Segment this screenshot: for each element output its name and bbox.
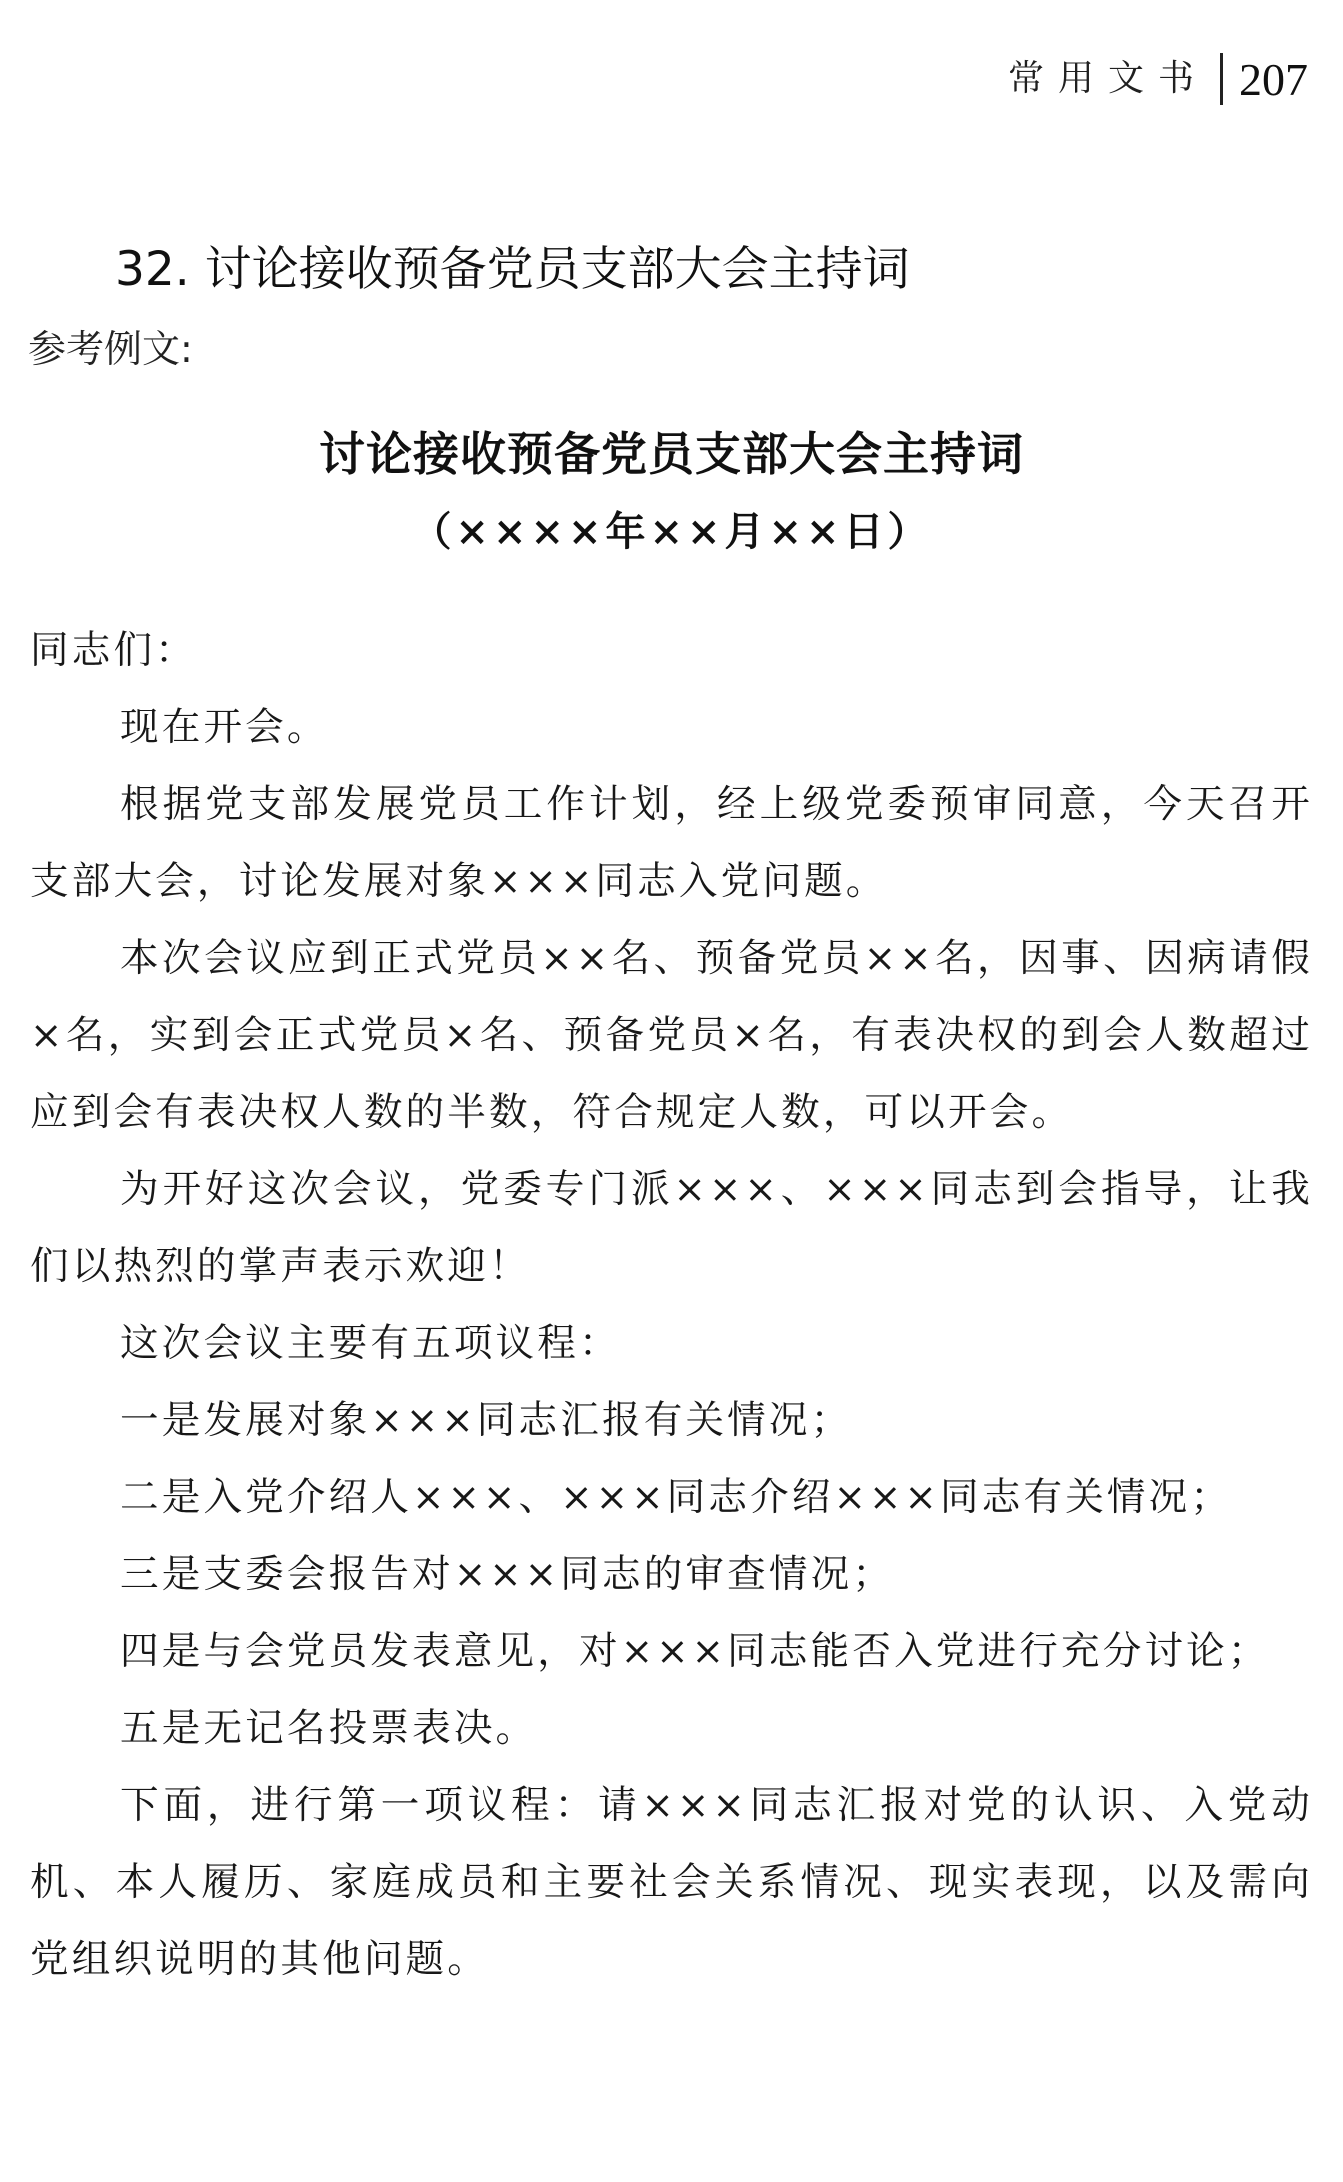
reference-label: 参考例文: [28,327,193,371]
running-head [1008,48,1308,110]
agenda-item: 二是入党介绍人×××、×××同志介绍×××同志有关情况； [120,1475,1233,1520]
paragraph: 现在开会。 [120,705,329,750]
agenda-item: 三是支委会报告对×××同志的审查情况； [120,1552,895,1597]
document-date: （××××年××月××日） [411,508,932,555]
document-body [30,612,1313,1998]
paragraph: 根据党支部发展党员工作计划，经上级党委预审同意，今天召开支部大会，讨论发展对象×××同志入党问题。 [30,782,1313,904]
salutation: 同志们： [30,628,197,673]
page-number: 207 [1239,53,1308,105]
agenda-item: 五是无记名投票表决。 [120,1706,538,1751]
agenda-item: 四是与会党员发表意见，对×××同志能否入党进行充分讨论； [120,1629,1270,1674]
agenda-item: 一是发展对象×××同志汇报有关情况； [120,1398,853,1443]
paragraph: 本次会议应到正式党员××名、预备党员××名，因事、因病请假×名，实到会正式党员×名、预备党员×名，有表决权的到会人数超过应到会有表决权人数的半数，符合规定人数，可以开会。 [30,936,1313,1135]
running-head-section: 常用文书 [1008,53,1223,105]
paragraph: 下面，进行第一项议程：请×××同志汇报对党的认识、入党动机、本人履历、家庭成员和主要社会关系情况、现实表现，以及需向党组织说明的其他问题。 [30,1783,1313,1982]
document-title: 讨论接收预备党员支部大会主持词 [319,427,1024,481]
paragraph: 为开好这次会议，党委专门派×××、×××同志到会指导，让我们以热烈的掌声表示欢迎！ [30,1167,1313,1289]
section-heading: 32. 讨论接收预备党员支部大会主持词 [115,242,910,297]
paragraph: 这次会议主要有五项议程： [120,1321,621,1366]
